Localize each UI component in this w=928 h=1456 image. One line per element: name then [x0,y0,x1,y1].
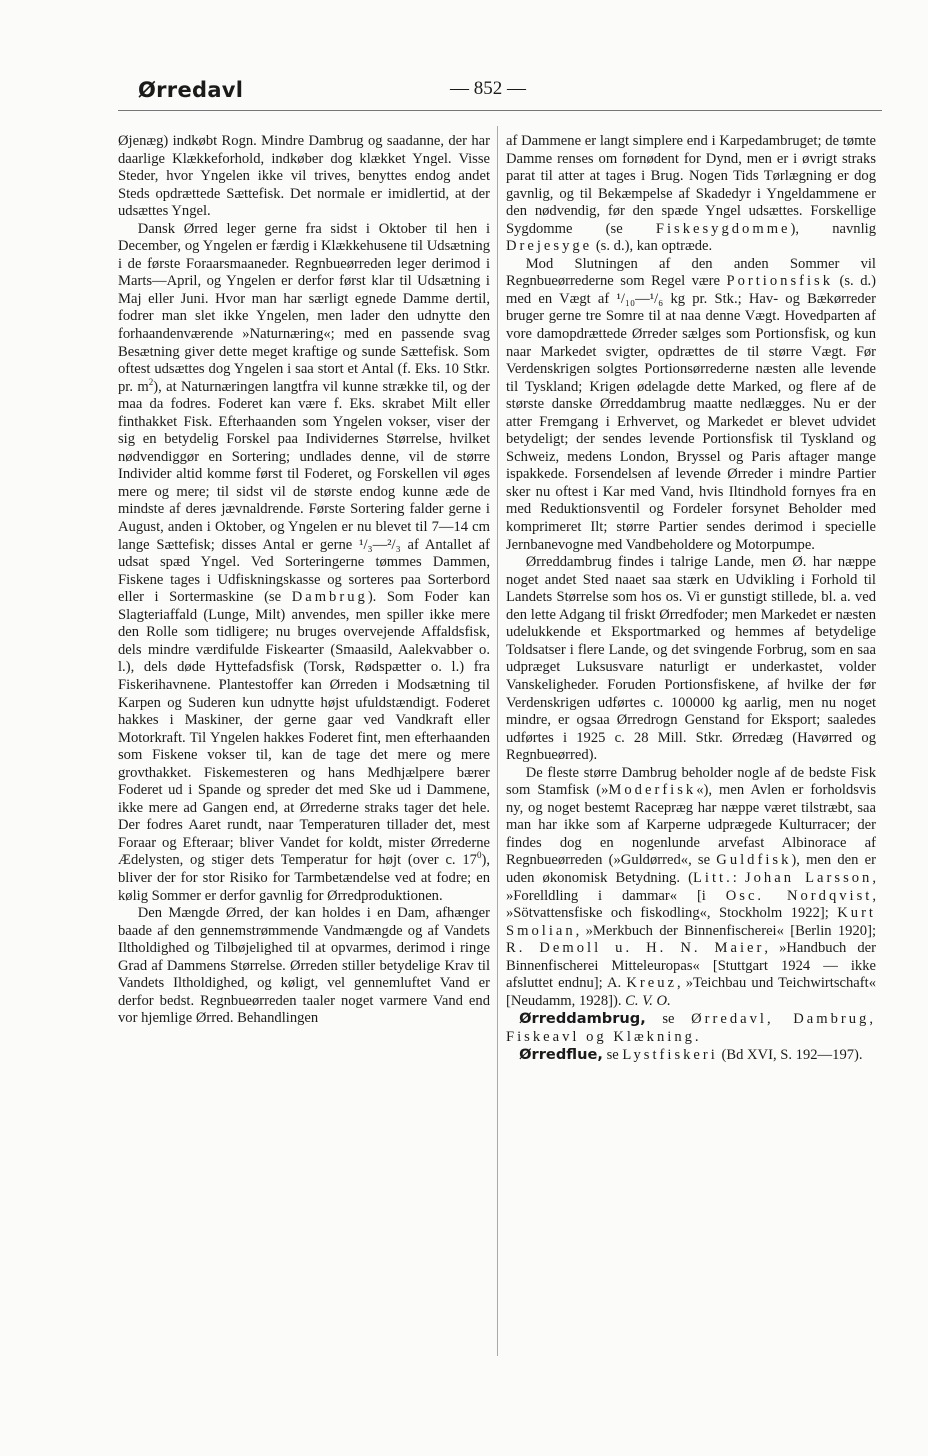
paragraph [506,554,876,765]
cross-reference: Portionsfisk [726,273,834,290]
text-run: , »Handbuch der Binnenfischerei Mitteleuropas« [Stuttgart 1924 — ikke afsluttet endnu]; A. [506,940,876,992]
fraction: ¹/₃—²/₃ [359,536,401,553]
text-run: ), at Naturnæringen langtfra vil kunne strække til, og der maa da fodres. Foderet kan være f. Eks. skrabet Milt eller finthakket Fisk. Efterhaanden som Yngelen vokser, viser der sig en betydelig Forskel paa Individernes Størrelse, hvilket nødvendiggør en Sortering; undlades denne, vil de større Individer altid komme først til Foderet, og Forskellen vil øges mere og mere; til sidst vil de største endog kunne æde de mindste af deres jævnaldrende. Første Sortering falder gerne i August, anden i Oktober, og Yngelen er nu blevet til 7—14 cm lange Sættefisk; disses Antal er gerne [118,378,490,553]
text-run: (Bd XVI, S. 192—197). [717,1047,863,1064]
left-column [118,133,490,1028]
fraction: ¹/₁₀—¹/₆ [616,290,664,307]
author-name: Osc. Nordqvist [725,887,873,904]
superscript: 2 [148,376,154,387]
text-run: Mod Slutningen af den anden Sommer vil Regnbueørrederne som Regel være [506,255,876,290]
text-run: De fleste større Dambrug beholder nogle af de bedste Fisk som Stamfisk (» [506,764,876,799]
text-run: se [645,1011,692,1028]
author-signature: C. V. O. [625,992,671,1009]
cross-reference: Lystfiskeri [622,1047,718,1064]
paragraph [506,765,876,1011]
literature-label: Litt. [693,869,733,886]
author-name: Kreuz [626,975,677,992]
text-run: (s. d.), kan optræde. [592,238,713,255]
author-name: Johan Larsson [744,869,873,886]
text-run: af Antallet af udsat spæd Yngel. Ved Sorteringerne tømmes Dammen, Fiskene tages i Udfiskningskasse og sorteres paa Sorterbord eller i Sortermaskine (se [118,536,491,606]
superscript: 0 [476,850,482,861]
text-run: kg pr. Stk.; Hav- og Bækørreder bruger gerne tre Somre til at naa denne Vægt. Hovedparten af vore damopdrættede Ørreder sælges som Portionsfisk, og kun naar Markedet svigter, opdrættes de til større Vægt. Før Verdenskrigen solgtes Portionsørrederne næsten alle levende til Tyskland; Krigen ødelagde dette Marked, og flere af de største danske Ørreddambrug maatte nedlægges. Nu er der atter Fremgang i Erhvervet, og Markedet er blevet udvidet betydeligt; der sendes levende Portionsfisk til Tyskland og Schweiz, medens London, Bryssel og Paris aftager mange ispakkede. Forsendelsen af levende Ørreder i mindre Partier sker nu oftest i Kar med Vand, hvis Iltindhold fornyes fra en med Reduktionsventil og Fordeler forsynet Beholder med komprimeret Ilt; større Partier sendes derimod i specielle Jernbanevogne med Vandbeholdere og Motorpumpe. [506,290,876,553]
cross-reference: Fiskesygdomme [655,220,791,237]
dictionary-entry [506,1046,876,1065]
text-run: , »Merkbuch der Binnenfischerei« [Berlin 1920]; [575,922,876,939]
text-run: se [602,1047,623,1064]
header-rule [118,110,882,111]
paragraph [118,133,490,221]
paragraph [506,256,876,554]
page-number: — 852 — [450,78,526,99]
text-run: , »Forelldling i dammar« [i [506,869,876,904]
column-divider [497,126,498,1356]
cross-reference: Drejesyge [506,238,593,255]
cross-reference: Moderfisk [608,782,697,799]
text-run: , »Sötvattensfiske och fiskodling«, Stockholm 1922]; [506,887,876,922]
text-run: : [732,869,745,886]
text-run: af Dammene er langt simplere end i Karpedambruget; de tømte Damme renses om fornødent for Dynd, men er i øvrigt straks parat til atter at tages i Brug. Nogen Tids Tørlægning er dog gavnlig, og til Bekæmpelse af Skadedyr i Yngeldammene er den nødvendig, før den spæde Yngel udsættes. Forskellige Sygdomme (se [506,133,876,237]
cross-reference: Guldfisk [716,852,792,869]
text-run: ). Som Foder kan Slagteriaffald (Lunge, Milt) anvendes, men spiller ikke mere den Rolle som tidligere; nu bruges overvejende Affaldsfisk, dels mindre værdifulde Fiskearter (Smaasild, Aalekvabber o. l.), dels døde Hyttefadsfisk (Torsk, Rødspætter o. l.) fra Fiskerihavnene. Plantestoffer kan Ørreden i Modsætning til Karpen og Suderen kun udnytte højst ufuldstændigt. Foderet hakkes i Maskiner, der gerne gaar ved Vandkraft eller Motorkraft. Til Yngelen hakkes Foderet fint, men efterhaanden som Fiskene vokser til, kan de tage det mere og mere grovthakket. Fiskemesteren og hans Medhjælpere bærer Foderet ud i Spande og spreder det med Ske ud i Dammene, ikke mere ad Gangen end, at Ørrederne straks tager det hele. Der fodres Aaret rundt, naar Temperaturen tillader det, mest Foraar og Efteraar; bliver Vandet for koldt, mister Ørrederne Ædelysten, og stiger dets Temperatur for højt (over c. 17 [118,589,490,869]
text-run: (s. d.) med en Vægt af [506,273,877,307]
author-name: R. Demoll u. H. N. Maier [506,940,765,957]
text-run: «), men Avlen er forholdsvis ny, og noget bestemt Racepræg har næppe været tilstræbt, saa man har ikke som af Karperne udprægede Kulturracer; der findes dog en nogenlunde arvefast Albinorace af Regnbueørreden (»Guldørred«, se [506,782,876,869]
text-run: , »Teichbau und Teichwirtschaft« [Neudamm, 1928]). [506,975,876,1009]
text-run: ), navnlig [790,220,876,237]
right-column [506,133,876,1065]
entry-headword: Ørreddambrug, [519,1010,646,1028]
text-run: Øjenæg) indkøbt Rogn. Mindre Dambrug og saadanne, der har daarlige Klækkeforhold, indkøber dog klækket Yngel. Visse Steder, hvor Yngelen ikke vil trives, benyttes endog andet Steds opdrættede Sættefisk. Det normale er imidlertid, at der udsættes Yngel. [118,133,490,220]
dictionary-entry [506,1010,876,1046]
running-head-title: Ørredavl [138,78,244,102]
cross-reference: Ørredavl, Dambrug, Fiskeavl og Klækning. [506,1011,876,1045]
entry-headword: Ørredflue, [519,1046,603,1064]
text-run: Den Mængde Ørred, der kan holdes i en Dam, afhænger baade af den gennemstrømmende Vandmængde og af Vandets Iltholdighed og Tilbøjelighed til at opvarmes, derimod i ringe Grad af Dammens Størrelse. Ørreden stiller betydelige Krav til Vandets Iltholdighed, og køligt, vel gennemluftet Vand er derfor bedst. Regnbueørreden taaler noget varmere Vand end vor hjemlige Ørred. Behandlingen [118,905,490,1027]
paragraph [506,133,876,256]
text-run: ), men den er uden økonomisk Betydning. ( [506,852,876,886]
text-run: ), bliver der for stor Risiko for Tarmbetændelse ved at fodre; en kølig Sommer er derfor gavnlig for Ørredproduktionen. [118,852,490,904]
text-run: Dansk Ørred leger gerne fra sidst i Oktober til hen i December, og Yngelen er færdig i Klækkehusene til Udsætning i de første Foraarsmaaneder. Regnbueørreden leger derimod i Marts—April, og Yngelen er derfor først klar til Udsætning i Maj eller Juni. Hvor man har særligt egnede Damme dertil, fodrer man slet ikke Yngelen, men lader den udnytte den forhaandenværende »Naturnæring«; med en passende svag Besætning giver dette meget kraftige og sunde Sættefisk. Som oftest udsættes dog Yngelen i saa stort et Antal (f. Eks. 10 Stkr. pr. m [118,220,490,395]
paragraph [118,905,490,1028]
text-run: Ørreddambrug findes i talrige Lande, men Ø. har næppe noget andet Sted naaet saa stærk en Udvikling i Forhold til Landets Størrelse som hos os. Vi er gunstigt stillede, bl. a. ved den lette Adgang til friskt Ørredfoder; men Markedet er næsten udelukkende et Eksportmarked og hemmes af betydelige Toldsatser i flere Lande, og det svingende Forbrug, som en saa udpræget Luksusvare naturligt er underkastet, volder Vanskeligheder. Foruden Portionsfiskene, af hvilke der før Verdenskrigen udførtes c. 100000 kg aarlig, men nu noget mindre, er ogsaa Ørredrogn Genstand for Eksport; saaledes udførtes i 1925 c. 28 Mill. Stkr. Ørredæg (Havørred og Regnbueørred). [506,554,876,764]
cross-reference: Dambrug [291,589,368,606]
paragraph [118,221,490,905]
page-header [0,72,928,112]
author-name: Kurt Smolian [506,905,876,939]
